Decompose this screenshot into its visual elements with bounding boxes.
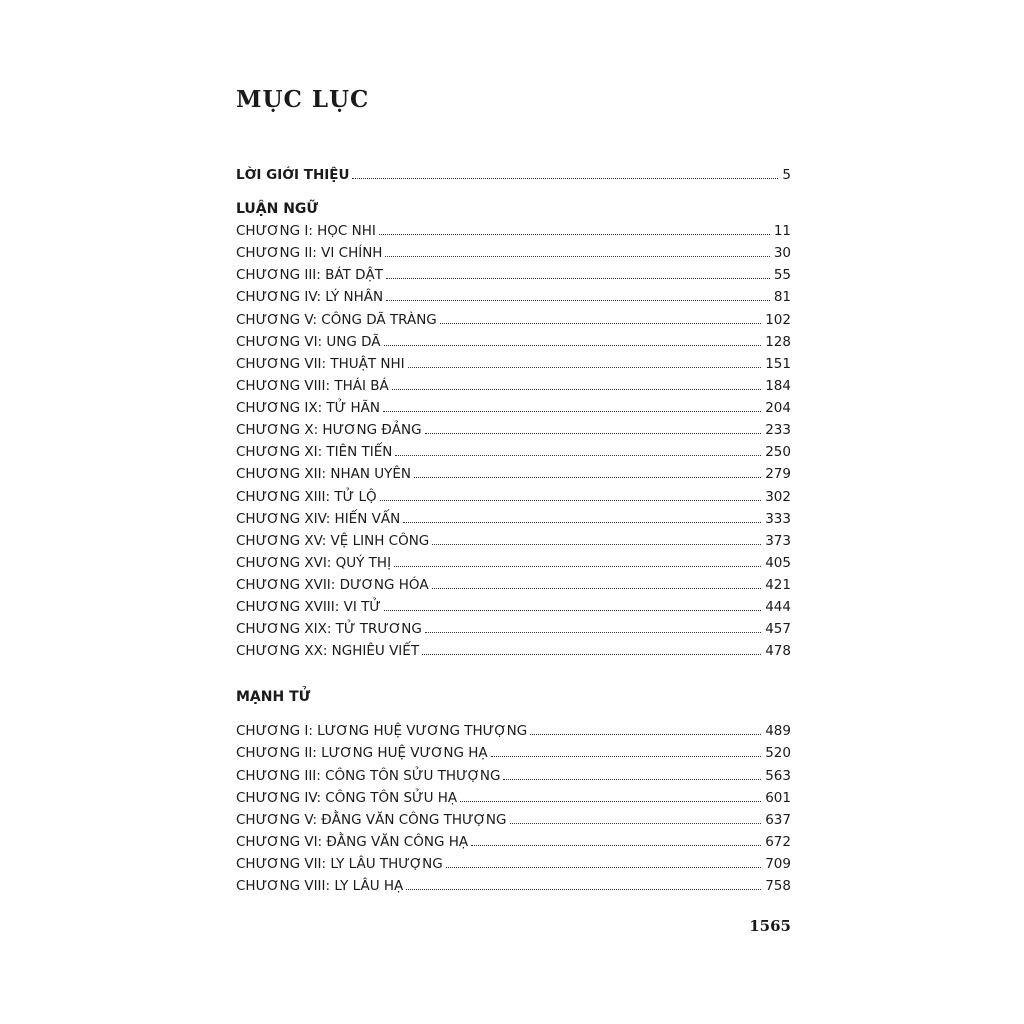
- toc-entry-page: 250: [765, 444, 791, 460]
- dot-leader: [491, 755, 762, 757]
- dot-leader: [395, 454, 761, 456]
- toc-entry-label: CHƯƠNG X: HƯƠNG ĐẢNG: [236, 422, 422, 438]
- dot-leader: [414, 476, 761, 478]
- toc-entry-page: 128: [765, 334, 791, 350]
- dot-leader: [386, 299, 770, 301]
- dot-leader: [385, 255, 769, 257]
- toc-entry-page: 204: [765, 400, 791, 416]
- toc-entry[interactable]: [236, 574, 791, 596]
- toc-entry-page: 302: [765, 489, 791, 505]
- toc-entry-label: CHƯƠNG IV: LÝ NHÂN: [236, 289, 384, 305]
- toc-entry-label: CHƯƠNG XII: NHAN UYÊN: [236, 466, 412, 482]
- dot-leader: [384, 344, 762, 346]
- dot-leader: [394, 565, 761, 567]
- toc-entry-label: CHƯƠNG VII: LY LÂU THƯỢNG: [236, 856, 443, 872]
- toc-entry-page: 601: [765, 790, 791, 806]
- toc-entry-label: CHƯƠNG XIX: TỬ TRƯƠNG: [236, 621, 422, 637]
- toc-entry-label: CHƯƠNG XX: NGHIÊU VIẾT: [236, 643, 420, 659]
- toc-entry-label: CHƯƠNG V: CÔNG DÃ TRÀNG: [236, 312, 437, 328]
- toc-entry[interactable]: [236, 853, 791, 875]
- section-heading-luan-ngu: LUẬN NGỮ: [236, 201, 319, 217]
- toc-entry-page: 758: [765, 878, 791, 894]
- toc-entry[interactable]: [236, 640, 791, 662]
- toc-entry[interactable]: [236, 508, 791, 530]
- dot-leader: [422, 653, 761, 655]
- dot-leader: [440, 322, 761, 324]
- toc-entry-label: CHƯƠNG VII: THUẬT NHI: [236, 356, 405, 372]
- toc-entry[interactable]: [236, 419, 791, 441]
- dot-leader: [446, 866, 761, 868]
- toc-entry-page: 478: [765, 643, 791, 659]
- toc-entry[interactable]: [236, 353, 791, 375]
- toc-entry-label: CHƯƠNG III: BÁT DẬT: [236, 267, 383, 283]
- toc-entry[interactable]: [236, 486, 791, 508]
- toc-entry[interactable]: [236, 875, 791, 897]
- toc-entry-label: CHƯƠNG III: CÔNG TÔN SỬU THƯỢNG: [236, 768, 501, 784]
- toc-entry[interactable]: [236, 397, 791, 419]
- toc-entry-label: CHƯƠNG II: VI CHÍNH: [236, 245, 383, 261]
- toc-entry-page: 81: [773, 289, 791, 305]
- toc-entry-page: 637: [765, 812, 791, 828]
- toc-entry-label: CHƯƠNG IX: TỬ HÃN: [236, 400, 381, 416]
- toc-entry-label: CHƯƠNG XIV: HIẾN VẤN: [236, 511, 401, 527]
- section-heading-manh-tu: MẠNH TỬ: [236, 689, 311, 705]
- toc-entry-page: 102: [765, 312, 791, 328]
- toc-entry[interactable]: [236, 552, 791, 574]
- toc-entry[interactable]: [236, 264, 791, 286]
- toc-entry-page: 709: [765, 856, 791, 872]
- dot-leader: [530, 733, 761, 735]
- toc-entry-page: 489: [765, 723, 791, 739]
- dot-leader: [383, 410, 761, 412]
- page-title: MỤC LỤC: [236, 86, 370, 113]
- dot-leader: [406, 888, 761, 890]
- toc-entry-label: CHƯƠNG VIII: THÁI BÁ: [236, 378, 389, 394]
- toc-entry[interactable]: [236, 530, 791, 552]
- dot-leader: [503, 778, 761, 780]
- toc-entry[interactable]: [236, 286, 791, 308]
- dot-leader: [460, 800, 761, 802]
- toc-entry-label: CHƯƠNG XV: VỆ LINH CÔNG: [236, 533, 430, 549]
- toc-entry-page: 333: [765, 511, 791, 527]
- toc-entry-intro[interactable]: [236, 164, 791, 186]
- toc-entry-page: 444: [765, 599, 791, 615]
- toc-entry[interactable]: [236, 596, 791, 618]
- toc-entry-page: 5: [782, 167, 791, 183]
- dot-leader: [408, 366, 762, 368]
- toc-entry-page: 672: [765, 834, 791, 850]
- toc-entry[interactable]: [236, 742, 791, 764]
- toc-entry-label: CHƯƠNG VI: ĐẰNG VĂN CÔNG HẠ: [236, 834, 469, 850]
- toc-entry[interactable]: [236, 831, 791, 853]
- dot-leader: [425, 432, 762, 434]
- toc-entry-page: 405: [765, 555, 791, 571]
- toc-entry[interactable]: [236, 765, 791, 787]
- toc-entry-page: 279: [765, 466, 791, 482]
- toc-entry[interactable]: [236, 242, 791, 264]
- dot-leader: [380, 499, 762, 501]
- toc-entry-label: CHƯƠNG II: LƯƠNG HUỆ VƯƠNG HẠ: [236, 745, 488, 761]
- toc-entry-label: CHƯƠNG XVIII: VI TỬ: [236, 599, 381, 615]
- toc-entry-page: 151: [765, 356, 791, 372]
- toc-entry-page: 563: [765, 768, 791, 784]
- dot-leader: [403, 521, 761, 523]
- toc-entry-label: CHƯƠNG XVII: DƯƠNG HÓA: [236, 577, 429, 593]
- toc-entry-page: 184: [765, 378, 791, 394]
- toc-entry-page: 373: [765, 533, 791, 549]
- toc-entry-page: 11: [773, 223, 791, 239]
- page-number: 1565: [749, 917, 791, 935]
- dot-leader: [352, 177, 778, 179]
- toc-entry[interactable]: [236, 720, 791, 742]
- toc-entry-page: 457: [765, 621, 791, 637]
- toc-entry[interactable]: [236, 220, 791, 242]
- toc-entry-page: 30: [773, 245, 791, 261]
- toc-entry[interactable]: [236, 463, 791, 485]
- dot-leader: [471, 844, 761, 846]
- toc-entry[interactable]: [236, 309, 791, 331]
- toc-entry-label: CHƯƠNG XVI: QUÝ THỊ: [236, 555, 392, 571]
- toc-entry-label: CHƯƠNG VI: UNG DÃ: [236, 334, 381, 350]
- toc-entry[interactable]: [236, 787, 791, 809]
- toc-entry-label: CHƯƠNG I: HỌC NHI: [236, 223, 376, 239]
- toc-entry-label: CHƯƠNG VIII: LY LÂU HẠ: [236, 878, 404, 894]
- toc-entry-label: CHƯƠNG I: LƯƠNG HUỆ VƯƠNG THƯỢNG: [236, 723, 528, 739]
- toc-entry-label: LỜI GIỚI THIỆU: [236, 167, 350, 183]
- toc-entry[interactable]: [236, 331, 791, 353]
- dot-leader: [384, 609, 761, 611]
- dot-leader: [386, 277, 770, 279]
- toc-entry-label: CHƯƠNG IV: CÔNG TÔN SỬU HẠ: [236, 790, 458, 806]
- dot-leader: [379, 233, 770, 235]
- dot-leader: [510, 822, 762, 824]
- toc-entry-page: 520: [765, 745, 791, 761]
- dot-leader: [432, 543, 761, 545]
- toc-entry[interactable]: [236, 618, 791, 640]
- toc-entry[interactable]: [236, 375, 791, 397]
- toc-entry[interactable]: [236, 441, 791, 463]
- dot-leader: [392, 388, 761, 390]
- toc-entry-page: 421: [765, 577, 791, 593]
- toc-entry-page: 233: [765, 422, 791, 438]
- toc-entry[interactable]: [236, 809, 791, 831]
- toc-entry-label: CHƯƠNG XI: TIÊN TIẾN: [236, 444, 393, 460]
- toc-entry-label: CHƯƠNG XIII: TỬ LỘ: [236, 489, 377, 505]
- toc-entry-label: CHƯƠNG V: ĐẰNG VĂN CÔNG THƯỢNG: [236, 812, 507, 828]
- dot-leader: [432, 587, 762, 589]
- toc-entry-page: 55: [773, 267, 791, 283]
- dot-leader: [425, 631, 761, 633]
